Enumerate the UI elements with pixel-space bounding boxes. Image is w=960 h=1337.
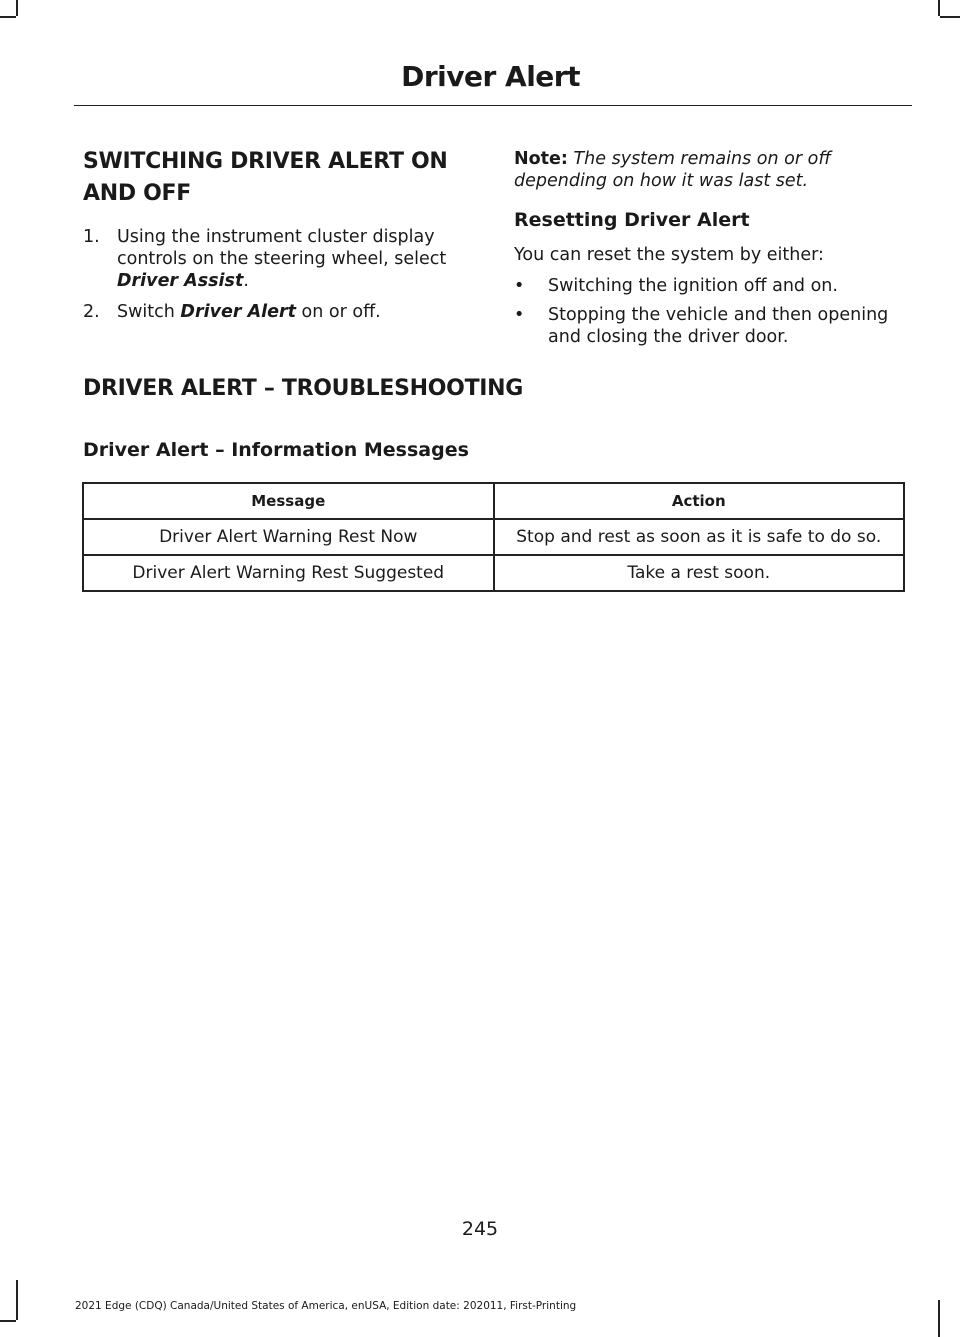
note-paragraph — [514, 148, 909, 192]
switching-heading — [83, 146, 478, 210]
switching-heading-line1: SWITCHING DRIVER ALERT ON — [83, 149, 448, 174]
crop-mark — [938, 1300, 940, 1337]
list-item — [83, 226, 478, 292]
table-header-row — [83, 483, 904, 519]
messages-subheading: Driver Alert – Information Messages — [83, 439, 469, 461]
step-bold: Driver Alert — [180, 302, 296, 322]
crop-mark — [938, 0, 940, 16]
bullet: • — [514, 305, 525, 325]
page-header-title: Driver Alert — [401, 60, 580, 93]
action-cell: Stop and rest as soon as it is safe to do so. — [494, 519, 905, 555]
message-cell: Driver Alert Warning Rest Suggested — [83, 555, 494, 591]
crop-mark — [0, 16, 16, 18]
step-text: Using the instrument cluster display controls on the steering wheel, select — [117, 227, 447, 269]
table-row — [83, 555, 904, 591]
page-number: 245 — [461, 1218, 499, 1240]
bullet-text: Switching the ignition off and on. — [548, 276, 838, 296]
step-number: 2. — [83, 302, 100, 322]
bullet: • — [514, 276, 525, 296]
page-footer: 2021 Edge (CDQ) Canada/United States of America, enUSA, Edition date: 202011, First-Printing — [75, 1300, 577, 1312]
crop-mark — [16, 1280, 18, 1320]
resetting-intro: You can reset the system by either: — [514, 245, 824, 265]
step-bold: Driver Assist — [117, 271, 244, 291]
crop-mark — [0, 1320, 16, 1322]
switching-section — [83, 146, 478, 323]
column-header-message: Message — [83, 483, 494, 519]
resetting-heading: Resetting Driver Alert — [514, 209, 750, 231]
list-item — [514, 304, 909, 348]
information-messages-table — [82, 482, 905, 592]
column-header-action: Action — [494, 483, 905, 519]
list-item — [514, 275, 909, 297]
step-text: Switch — [117, 302, 181, 322]
step-suffix: on or off. — [295, 302, 381, 322]
step-number: 1. — [83, 227, 100, 247]
step-suffix: . — [243, 271, 249, 291]
note-label: Note: — [514, 149, 568, 169]
troubleshooting-heading: DRIVER ALERT – TROUBLESHOOTING — [83, 376, 524, 401]
bullet-text: Stopping the vehicle and then opening and closing the driver door. — [548, 305, 889, 347]
action-cell: Take a rest soon. — [494, 555, 905, 591]
crop-mark — [16, 0, 18, 16]
list-item — [83, 301, 478, 323]
right-column — [514, 148, 909, 348]
header-rule — [74, 105, 912, 106]
switching-heading-line2: AND OFF — [83, 181, 192, 206]
note-text: The system remains on or off depending on how it was last set. — [514, 149, 831, 191]
table-row — [83, 519, 904, 555]
message-cell: Driver Alert Warning Rest Now — [83, 519, 494, 555]
crop-mark — [940, 16, 960, 18]
